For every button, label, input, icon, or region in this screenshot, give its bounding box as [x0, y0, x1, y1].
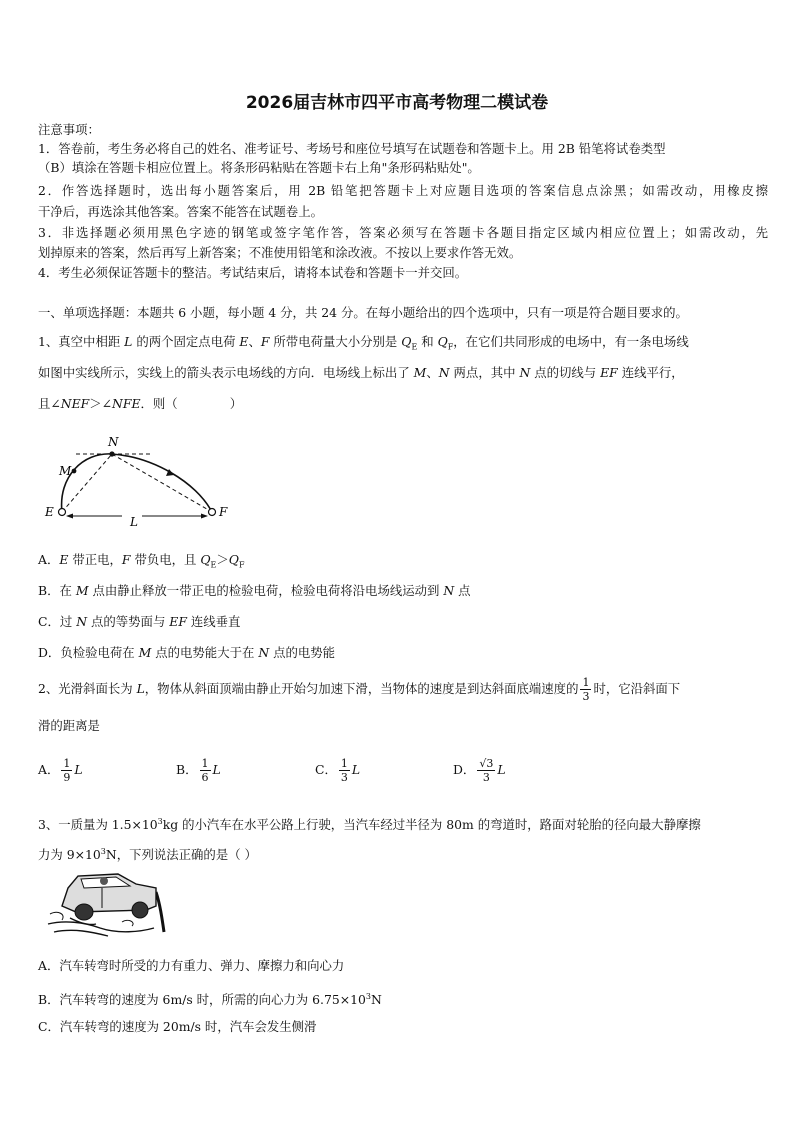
field-line-curve: [62, 454, 212, 512]
notice-heading: 注意事项：: [38, 122, 100, 137]
notice-line-1: 1．答卷前，考生务必将自己的姓名、准考证号、考场号和座位号填写在试题卷和答题卡上。用 2B 铅笔将试卷类型: [38, 141, 666, 156]
section-heading: 一、单项选择题：本题共 6 小题，每小题 4 分，共 24 分。在每小题给出的四个选项中，只有一项是符合题目要求的。: [38, 305, 688, 320]
q3-option-a[interactable]: A．汽车转弯时所受的力有重力、弹力、摩擦力和向心力: [38, 958, 345, 973]
q1-option-c[interactable]: C．过 N 点的等势面与 EF 连线垂直: [38, 614, 241, 629]
q3-stem-line-1: 3、一质量为 $1.5\times 10^3kg$ 的小汽车在水平公路上行驶，当汽车经过半径为 80m 的弯道时，路面对轮胎的径向最大静摩擦: [38, 817, 701, 833]
notice-line-7: 4．考生必须保证答题卡的整洁。考试结束后，请将本试卷和答题卡一并交回。: [38, 265, 468, 280]
q3-option-b[interactable]: B．汽车转弯的速度为 6m/s 时，所需的向心力为 $6.75\times 10^3N$: [38, 992, 382, 1008]
notice-line-3: 2．作答选择题时，选出每小题答案后，用 2B 铅笔把答题卡上对应题目选项的答案信息点涂黑；如需改动，用橡皮擦: [38, 183, 768, 198]
point-n: [109, 451, 114, 456]
rear-wheel: [132, 902, 148, 918]
label-n: N: [108, 435, 119, 449]
q2-option-d[interactable]: D． $\frac{√3}{3}$ L: [453, 757, 506, 784]
point-m: [72, 469, 77, 474]
fraction-one-third: $\frac{1}{3}$: [582, 676, 590, 703]
road-edge: [156, 892, 164, 932]
q1-stem-line-1: 1、真空中相距 L 的两个固定点电荷 E、F 所带电荷量大小分别是 $Q_E$ 和 $Q_F$，在它们共同形成的电场中，有一条电场线: [38, 334, 689, 352]
q2-option-a[interactable]: A． $\frac{1}{9}$ L: [38, 757, 83, 784]
q3-option-c[interactable]: C．汽车转弯的速度为 20m/s 时，汽车会发生侧滑: [38, 1019, 317, 1034]
distance-arrow-right: [201, 514, 208, 519]
nf-dashed-line: [112, 454, 212, 512]
q1-option-d[interactable]: D．负检验电荷在 M 点的电势能大于在 N 点的电势能: [38, 645, 336, 660]
en-dashed-line: [62, 454, 112, 512]
exam-title: 2026届吉林市四平市高考物理二模试卷: [245, 93, 549, 113]
q1-option-b[interactable]: B．在 M 点由静止释放一带正电的检验电荷，检验电荷将沿电场线运动到 N 点: [38, 583, 471, 598]
q2-stem-line-1: 2、光滑斜面长为 L，物体从斜面顶端由静止开始匀加速下滑，当物体的速度是到达斜面底端速度的 $\frac{1}{3}$ 时，它沿斜面下: [38, 676, 681, 703]
label-f: F: [219, 505, 228, 519]
q1-stem-line-2: 如图中实线所示，实线上的箭头表示电场线的方向．电场线上标出了 M、N 两点，其中 N 点的切线与 EF 连线平行，: [38, 365, 684, 380]
notice-line-2: （B）填涂在答题卡相应位置上。将条形码粘贴在答题卡右上角"条形码粘贴处"。: [38, 160, 480, 175]
notice-line-6: 划掉原来的答案，然后再写上新答案；不准使用铅笔和涂改液。不按以上要求作答无效。: [38, 245, 522, 260]
charge-f: [209, 509, 216, 516]
label-l: L: [130, 515, 138, 529]
charge-e: [59, 509, 66, 516]
q2-option-c[interactable]: C． $\frac{1}{3}$ L: [315, 757, 361, 784]
q1-option-a[interactable]: A．E 带正电，F 带负电，且 $Q_E>Q_F$: [38, 552, 245, 570]
q1-field-line-figure: [38, 432, 238, 532]
q2-stem-line-2: 滑的距离是: [38, 718, 100, 733]
driver-head: [100, 877, 108, 885]
front-wheel: [75, 904, 93, 920]
notice-line-4: 干净后，再选涂其他答案。答案不能答在试题卷上。: [38, 204, 323, 219]
label-m: M: [59, 464, 72, 478]
tire-marks: [48, 918, 154, 936]
label-e: E: [45, 505, 54, 519]
notice-line-5: 3．非选择题必须用黑色字迹的钢笔或签字笔作答，答案必须写在答题卡各题目指定区域内相应位置上；如需改动，先: [38, 225, 768, 240]
q2-option-b[interactable]: B． $\frac{1}{6}$ L: [176, 757, 221, 784]
q1-stem-line-3: 且∠NEF＞∠NFE．则（ ）: [38, 396, 243, 411]
q3-stem-line-2: 力为 $9\times 10^3N$，下列说法正确的是（ ）: [38, 847, 257, 863]
q3-car-illustration: [44, 866, 176, 942]
distance-arrow-left: [66, 514, 73, 519]
